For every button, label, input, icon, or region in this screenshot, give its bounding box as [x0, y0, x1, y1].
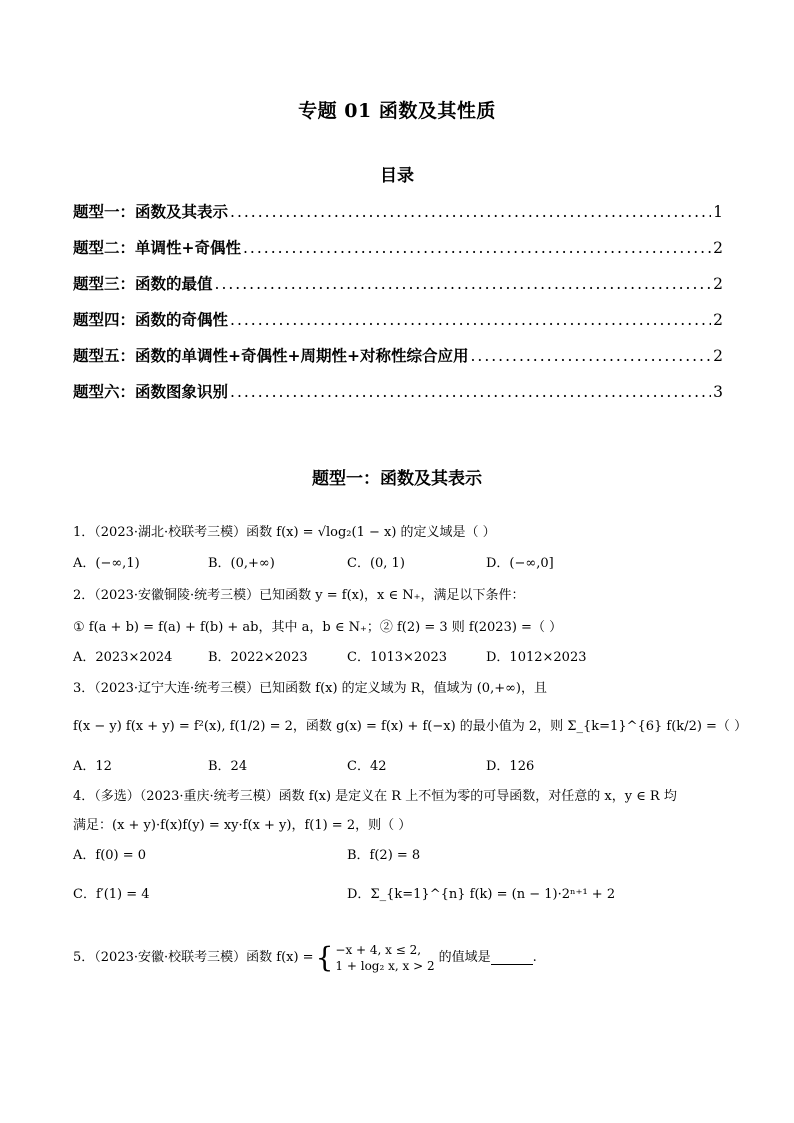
answer-blank[interactable]: [491, 952, 533, 965]
toc-item-label: 题型二：单调性+奇偶性: [73, 238, 241, 257]
toc-item-label: 题型四：函数的奇偶性: [73, 310, 229, 329]
toc-item-label: 题型五：函数的单调性+奇偶性+周期性+对称性综合应用: [73, 346, 469, 365]
section-heading: 题型一：函数及其表示: [312, 469, 482, 489]
toc-leader: [230, 203, 711, 221]
q2-option-d: D．1012×2023: [486, 650, 587, 665]
q3-option-c: C．42: [347, 759, 387, 774]
toc-item[interactable]: [73, 308, 723, 330]
q5-end: .: [532, 950, 537, 965]
toc-item-label: 题型六：函数图象识别: [73, 382, 229, 401]
q1-option-d: D．(−∞,0]: [486, 556, 554, 571]
toc-heading: 目录: [380, 166, 414, 186]
q5-suffix: 的值域是: [438, 950, 491, 965]
q2-option-b: B．2022×2023: [208, 650, 308, 665]
q3-option-b: B．24: [208, 759, 248, 774]
page-title: 专题 01 函数及其性质: [298, 100, 496, 122]
question-3-condition: f(x − y) f(x + y) = f²(x), f(1/2) = 2，函数 g(x) = f(x) + f(−x) 的最小值为 2，则 Σ_{k=1}^{6} f(k/2) =（ ）: [73, 719, 748, 734]
toc-leader: [230, 383, 711, 401]
q1-option-a: A．(−∞,1): [73, 556, 140, 571]
q5-prefix: 5．（2023·安徽·校联考三模）函数 f(x) =: [73, 950, 314, 965]
piecewise-cases: [335, 942, 434, 974]
q2-option-a: A．2023×2024: [73, 650, 173, 665]
toc-item[interactable]: [73, 236, 723, 258]
toc-item-page: 2: [713, 239, 723, 257]
toc-leader: [230, 311, 711, 329]
q1-option-c: C．(0, 1): [347, 556, 405, 571]
q1-option-b: B．(0,+∞): [208, 556, 275, 571]
toc-leader: [470, 347, 711, 365]
q4-option-a: A．f(0) = 0: [73, 848, 147, 863]
toc-item[interactable]: [73, 344, 723, 366]
question-2-stem: 2．（2023·安徽铜陵·统考三模）已知函数 y = f(x)，x ∈ N₊，满足以下条件：: [73, 588, 525, 603]
question-4-condition: 满足：(x + y)·f(x)f(y) = xy·f(x + y)，f(1) = 2，则（ ）: [73, 818, 412, 833]
toc-item[interactable]: [73, 380, 723, 402]
q2-option-c: C．1013×2023: [347, 650, 448, 665]
q3-option-d: D．126: [486, 759, 535, 774]
toc-item-page: 2: [713, 275, 723, 293]
q3-option-a: A．12: [73, 759, 112, 774]
question-2-conditions: ① f(a + b) = f(a) + f(b) + ab，其中 a，b ∈ N₊；② f(2) = 3 则 f(2023) =（ ）: [73, 620, 563, 635]
toc-leader: [243, 239, 711, 257]
question-4-stem: 4．（多选）（2023·重庆·统考三模）函数 f(x) 是定义在 R 上不恒为零的可导函数，对任意的 x，y ∈ R 均: [73, 789, 677, 804]
q4-option-d: D．Σ_{k=1}^{n} f(k) = (n − 1)·2ⁿ⁺¹ + 2: [347, 887, 616, 902]
toc-leader: [215, 275, 712, 293]
question-3-stem: 3．（2023·辽宁大连·统考三模）已知函数 f(x) 的定义域为 R，值域为 (0,+∞)，且: [73, 681, 547, 696]
piecewise-brace: {: [315, 941, 334, 974]
toc-item-label: 题型一：函数及其表示: [73, 202, 229, 221]
toc-item-page: 1: [713, 203, 723, 221]
toc-item-page: 2: [713, 347, 723, 365]
toc-item[interactable]: [73, 200, 723, 222]
toc-item[interactable]: [73, 272, 723, 294]
toc-item-label: 题型三：函数的最值: [73, 274, 213, 293]
question-5: [73, 942, 537, 974]
q4-option-b: B．f(2) = 8: [347, 848, 421, 863]
q4-option-c: C．f′(1) = 4: [73, 887, 150, 902]
toc-item-page: 2: [713, 311, 723, 329]
piecewise-case-2: 1 + log₂ x, x > 2: [335, 959, 435, 973]
piecewise-case-1: −x + 4, x ≤ 2,: [335, 943, 422, 957]
question-1-stem: 1．（2023·湖北·校联考三模）函数 f(x) = √log₂(1 − x) 的定义域是（ ）: [73, 525, 496, 540]
toc-item-page: 3: [713, 383, 723, 401]
